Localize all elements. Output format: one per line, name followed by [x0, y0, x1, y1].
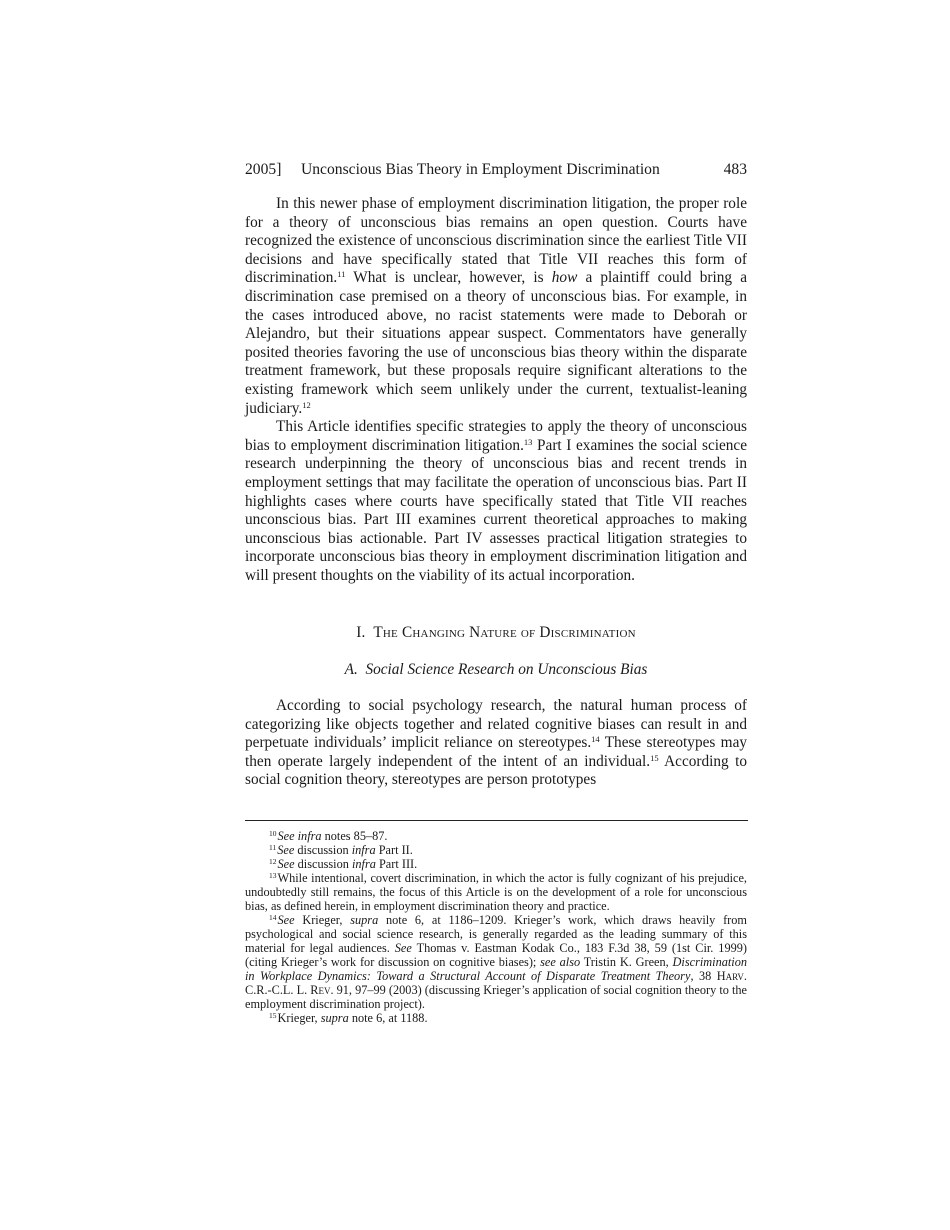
footnote-ref-15: 15 [650, 752, 659, 763]
footnotes [245, 829, 747, 1025]
body-text-lower [245, 697, 747, 790]
footnote-ref-13: 13 [523, 436, 533, 447]
paragraph-article-roadmap: This Article identifies specific strategies to apply the theory of unconscious bias to employment discrimination litigation.$^{13}$ Part I examines the social science research underpinning the theory of unconscious bias and recent trends in employment settings that may facilitate the operation of unconscious bias. Part II highlights cases where courts have specifically stated that Title VII reaches unconscious bias. Part III examines current theoretical approaches to making unconscious bias actionable. Part IV assesses practical litigation strategies to incorporate unconscious bias theory in employment discrimination litigation and will present thoughts on the viability of its actual incorporation. [245, 418, 748, 584]
footnote-divider [245, 820, 748, 821]
running-head-title: Unconscious Bias Theory in Employment Discrimination [301, 161, 660, 178]
body-text-upper [245, 195, 747, 585]
section-heading-part-1: I. The Changing Nature of Discrimination [356, 624, 636, 641]
subsection-heading-a: A. Social Science Research on Unconscious Bias [344, 661, 648, 678]
running-head-year: 2005] [245, 161, 282, 178]
footnote-11: $^{11}$See discussion infra Part II. [269, 843, 413, 857]
footnote-10: $^{10}$See infra notes 85–87. [269, 829, 388, 843]
footnote-12: $^{12}$See discussion infra Part III. [269, 857, 418, 871]
footnote-13: $^{13}$While intentional, covert discrimination, in which the actor is fully cognizant of his prejudice, undoubtedly still remains, the focus of this Article is on the development of a role for unconscious bias, as defined herein, in employment discrimination theory and practice. [245, 871, 747, 913]
footnote-ref-12: 12 [302, 399, 311, 410]
footnote-15: $^{15}$Krieger, supra note 6, at 1188. [269, 1011, 428, 1025]
page-number: 483 [723, 161, 747, 178]
footnote-ref-14: 14 [591, 734, 600, 745]
footnote-14: $^{14}$See Krieger, supra note 6, at 1186–1209. Krieger’s work, which draws heavily from psychological and social science research, is generally regarded as the leading summary of this material for legal audiences. See Thomas v. Eastman Kodak Co., 183 F.3d 38, 59 (1st Cir. 1999) (citing Krieger’s work for discussion on cognitive biases); see also Tristin K. Green, Discrimination in Workplace Dynamics: Toward a Structural Account of Disparate Treatment Theory, 38 Harv. C.R.-C.L. L. Rev. 91, 97–99 (2003) (discussing Krieger’s application of social cognition theory to the employment discrimination project). [245, 913, 747, 1011]
paragraph-social-psychology: According to social psychology research, the natural human process of categorizing like objects together and related cognitive biases can result in and perpetuate individuals’ implicit reliance on stereotypes.$^{14}$ These stereotypes may then operate largely independent of the intent of an individual.$^{15}$ According to social cognition theory, stereotypes are person prototypes [245, 697, 748, 789]
footnote-ref-11: 11 [337, 269, 346, 280]
paragraph-unconscious-bias-role: In this newer phase of employment discrimination litigation, the proper role for a theory of unconscious bias remains an open question. Courts have recognized the existence of unconscious discrimination since the earliest Title VII decisions and have specifically stated that Title VII reaches this form of discrimination.$^{11}$ What is unclear, however, is how a plaintiff could bring a discrimination case premised on a theory of unconscious bias. For example, in the cases introduced above, no racist statements were made to Deborah or Alejandro, but their situations appear suspect. Commentators have generally posited theories favoring the use of unconscious bias theory within the disparate treatment framework, but these proposals require significant alterations to the existing framework which seem unlikely under the current, textualist-leaning judiciary.$^{12}$ [245, 195, 747, 417]
